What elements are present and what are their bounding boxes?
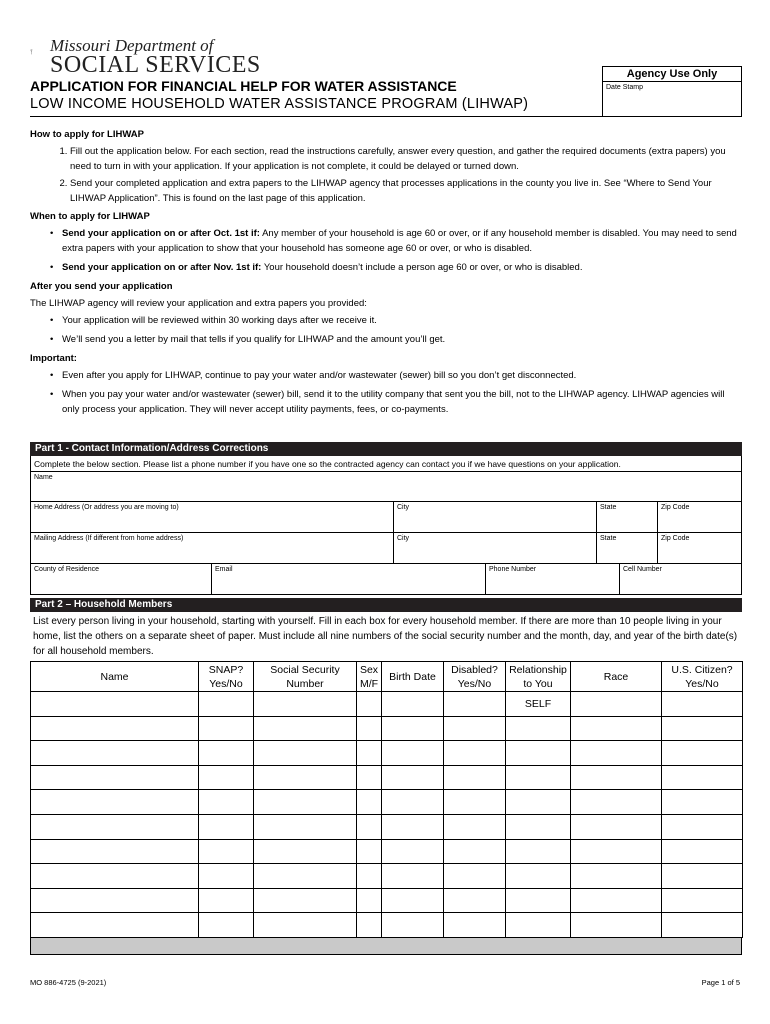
household-header-row: [31, 662, 743, 692]
cell-birth-date[interactable]: [382, 741, 444, 766]
cell-sex[interactable]: [357, 765, 382, 790]
after-item: • Your application will be reviewed within 30 working days after we receive it.: [62, 313, 742, 328]
cell-birth-date[interactable]: [382, 913, 444, 938]
cell-sex[interactable]: [357, 692, 382, 717]
email-label: Email: [215, 566, 233, 573]
name-row: [31, 472, 741, 502]
table-row: [31, 765, 743, 790]
cell-race[interactable]: [571, 913, 662, 938]
part2-heading: Part 2 – Household Members: [30, 598, 742, 612]
cell-relationship[interactable]: SELF: [506, 692, 571, 717]
cell-relationship[interactable]: [506, 913, 571, 938]
cell-sex[interactable]: [357, 814, 382, 839]
table-row: [31, 839, 743, 864]
important-item: • When you pay your water and/or wastewater (sewer) bill, send it to the utility company that sent you the bill, not to the LIHWAP agency. LIHWAP agencies will only process your application. They will never accept utility payments, fees, or co-payments.: [62, 387, 742, 417]
cell-race[interactable]: [571, 741, 662, 766]
part1-contact-section: [30, 442, 742, 595]
cell-name[interactable]: [31, 839, 199, 864]
cell-citizen[interactable]: [662, 839, 743, 864]
cell-disabled[interactable]: [444, 692, 506, 717]
phone-label: Phone Number: [489, 566, 537, 573]
cell-sex[interactable]: [357, 741, 382, 766]
after-item: • We’ll send you a letter by mail that tells if you qualify for LIHWAP and the amount you’ll get.: [62, 332, 742, 347]
cell-snap[interactable]: [199, 716, 254, 741]
cell-relationship[interactable]: [506, 765, 571, 790]
home-address-row: [31, 502, 741, 533]
when-list: [30, 226, 742, 275]
cell-citizen[interactable]: [662, 864, 743, 889]
agency-use-title: Agency Use Only: [603, 67, 741, 82]
cell-name[interactable]: [31, 692, 199, 717]
cell-name[interactable]: [31, 913, 199, 938]
city-label: City: [397, 535, 410, 542]
cell-relationship[interactable]: [506, 864, 571, 889]
logo-department-text: Missouri Department of: [50, 36, 214, 55]
table-row: [31, 814, 743, 839]
cell-relationship[interactable]: [506, 814, 571, 839]
cell-sex[interactable]: [357, 913, 382, 938]
cell-ssn[interactable]: [254, 864, 357, 889]
cell-citizen[interactable]: [662, 790, 743, 815]
cell-field[interactable]: [620, 564, 741, 594]
cell-race[interactable]: [571, 839, 662, 864]
cell-disabled[interactable]: [444, 864, 506, 889]
cell-snap[interactable]: [199, 765, 254, 790]
cell-citizen[interactable]: [662, 692, 743, 717]
state-label: State: [600, 504, 617, 511]
instructions: [30, 124, 742, 421]
cell-sex[interactable]: [357, 716, 382, 741]
cell-name[interactable]: [31, 765, 199, 790]
zip-label: Zip Code: [661, 535, 690, 542]
name-field[interactable]: [31, 472, 741, 501]
mailing-address-field[interactable]: [31, 533, 394, 563]
col-relationship: Relationship to You: [506, 662, 571, 692]
cell-snap[interactable]: [199, 913, 254, 938]
cell-relationship[interactable]: [506, 790, 571, 815]
cell-citizen[interactable]: [662, 913, 743, 938]
cell-ssn[interactable]: [254, 692, 357, 717]
cell-disabled[interactable]: [444, 913, 506, 938]
state-label: State: [600, 535, 617, 542]
cell-sex[interactable]: [357, 888, 382, 913]
cell-sex[interactable]: [357, 839, 382, 864]
county-label: County of Residence: [34, 566, 99, 573]
mailing-city-field[interactable]: [394, 533, 597, 563]
cell-name[interactable]: [31, 790, 199, 815]
cell-ssn[interactable]: [254, 716, 357, 741]
cell-ssn[interactable]: [254, 888, 357, 913]
how-item: 2. Send your completed application and extra papers to the LIHWAP agency that processes applications in the county you live in. See “Where to Send Your LIHWAP Application”. This is found on the last page of this application.: [70, 176, 742, 206]
cell-disabled[interactable]: [444, 814, 506, 839]
col-sex: Sex M/F: [357, 662, 382, 692]
cell-snap[interactable]: [199, 692, 254, 717]
cell-disabled[interactable]: [444, 888, 506, 913]
home-address-field[interactable]: [31, 502, 394, 532]
when-item-text: Any member of your household is age 60 or over, or if any household member is disabled. You may need to send extra papers with your application to show that your household has someone age 60 or over, or who is disabled.: [62, 228, 737, 254]
part2-note: List every person living in your household, starting with yourself. Fill in each box for every household member. If there are more than 10 people living in your home, list the others on a separate sheet of paper. Must include all nine numbers of the social security number and the month, day, and year of the birth date(s) for all household members.: [33, 616, 738, 657]
how-heading: How to apply for LIHWAP: [30, 129, 144, 140]
cell-disabled[interactable]: [444, 790, 506, 815]
cell-citizen[interactable]: [662, 716, 743, 741]
cell-citizen[interactable]: [662, 741, 743, 766]
table-row: [31, 716, 743, 741]
col-name: Name: [31, 662, 199, 692]
how-item: 1. Fill out the application below. For each section, read the instructions carefully, answer every question, and gather the required documents (extra papers) you need to turn in with your application. If your application is not complete, it could be delayed or turned down.: [70, 144, 742, 174]
cell-relationship[interactable]: [506, 839, 571, 864]
contact-row: [31, 564, 741, 595]
cell-birth-date[interactable]: [382, 839, 444, 864]
home-state-field[interactable]: [597, 502, 658, 532]
cell-race[interactable]: [571, 765, 662, 790]
cell-ssn[interactable]: [254, 790, 357, 815]
cell-snap[interactable]: [199, 790, 254, 815]
part1-heading: Part 1 - Contact Information/Address Corrections: [30, 442, 742, 456]
cell-sex[interactable]: [357, 864, 382, 889]
cell-birth-date[interactable]: [382, 790, 444, 815]
page-number: Page 1 of 5: [701, 978, 740, 987]
when-item-text: Your household doesn’t include a person age 60 or over, or who is disabled.: [261, 262, 583, 273]
mailing-address-label: Mailing Address (If different from home address): [34, 535, 184, 542]
part1-note: Complete the below section. Please list a phone number if you have one so the contracted agency can contact you if we have questions on your application.: [31, 456, 741, 472]
cell-race[interactable]: [571, 814, 662, 839]
home-address-label: Home Address (Or address you are moving to): [34, 504, 179, 511]
when-item-bold: Send your application on or after Nov. 1st if:: [62, 262, 262, 273]
important-heading: Important:: [30, 353, 77, 364]
table-row: [31, 913, 743, 938]
logo-social-services-text: SOCIAL SERVICES: [50, 52, 261, 78]
cell-disabled[interactable]: [444, 839, 506, 864]
cell-birth-date[interactable]: [382, 765, 444, 790]
cell-citizen[interactable]: [662, 888, 743, 913]
form-title: APPLICATION FOR FINANCIAL HELP FOR WATER ASSISTANCE: [30, 78, 457, 94]
home-city-field[interactable]: [394, 502, 597, 532]
cell-birth-date[interactable]: [382, 716, 444, 741]
important-item: • Even after you apply for LIHWAP, continue to pay your water and/or wastewater (sewer) bill so you don’t get disconnected.: [62, 368, 742, 383]
cell-birth-date[interactable]: [382, 864, 444, 889]
col-race: Race: [571, 662, 662, 692]
table-row: [31, 790, 743, 815]
form-subtitle: LOW INCOME HOUSEHOLD WATER ASSISTANCE PROGRAM (LIHWAP): [30, 96, 529, 112]
col-disabled: Disabled? Yes/No: [444, 662, 506, 692]
cell-race[interactable]: [571, 716, 662, 741]
date-stamp-label: Date Stamp: [606, 84, 643, 91]
agency-use-box: [602, 66, 742, 117]
when-item: [62, 260, 742, 275]
cell-race[interactable]: [571, 864, 662, 889]
cell-name[interactable]: [31, 814, 199, 839]
cell-name[interactable]: [31, 888, 199, 913]
table-row: [31, 692, 743, 717]
phone-field[interactable]: [486, 564, 620, 594]
cell-snap[interactable]: [199, 864, 254, 889]
name-label: Name: [34, 474, 53, 481]
col-snap: SNAP? Yes/No: [199, 662, 254, 692]
cell-citizen[interactable]: [662, 765, 743, 790]
after-list: [30, 313, 742, 347]
cell-relationship[interactable]: [506, 741, 571, 766]
table-row: [31, 888, 743, 913]
household-body: [31, 692, 743, 938]
cell-ssn[interactable]: [254, 765, 357, 790]
cell-ssn[interactable]: [254, 913, 357, 938]
cell-birth-date[interactable]: [382, 888, 444, 913]
cell-snap[interactable]: [199, 888, 254, 913]
cell-relationship[interactable]: [506, 888, 571, 913]
when-heading: When to apply for LIHWAP: [30, 211, 150, 222]
cell-snap[interactable]: [199, 741, 254, 766]
county-field[interactable]: [31, 564, 212, 594]
after-heading: After you send your application: [30, 281, 173, 292]
zip-label: Zip Code: [661, 504, 690, 511]
after-intro: The LIHWAP agency will review your application and extra papers you provided:: [30, 298, 367, 309]
how-list: [30, 144, 742, 206]
cell-citizen[interactable]: [662, 814, 743, 839]
mailing-zip-field[interactable]: [658, 533, 741, 563]
cell-race[interactable]: [571, 790, 662, 815]
mailing-state-field[interactable]: [597, 533, 658, 563]
home-zip-field[interactable]: [658, 502, 741, 532]
cell-name[interactable]: [31, 741, 199, 766]
cell-name[interactable]: [31, 864, 199, 889]
cell-birth-date[interactable]: [382, 814, 444, 839]
cell-relationship[interactable]: [506, 716, 571, 741]
household-table: [30, 661, 743, 938]
important-list: [30, 368, 742, 417]
cell-ssn[interactable]: [254, 814, 357, 839]
form-number: MO 886-4725 (9-2021): [30, 978, 107, 987]
cell-disabled[interactable]: [444, 765, 506, 790]
col-ssn: Social Security Number: [254, 662, 357, 692]
cell-snap[interactable]: [199, 814, 254, 839]
part2-household-section: [30, 598, 742, 955]
cell-birth-date[interactable]: [382, 692, 444, 717]
cell-ssn[interactable]: [254, 741, 357, 766]
cell-sex[interactable]: [357, 790, 382, 815]
mailing-address-row: [31, 533, 741, 564]
city-label: City: [397, 504, 410, 511]
table-row: [31, 864, 743, 889]
when-item: [62, 226, 742, 256]
table-footer-strip: [30, 938, 742, 955]
cell-disabled[interactable]: [444, 741, 506, 766]
cell-name[interactable]: [31, 716, 199, 741]
when-item-bold: Send your application on or after Oct. 1st if:: [62, 228, 260, 239]
table-row: [31, 741, 743, 766]
col-citizen: U.S. Citizen? Yes/No: [662, 662, 743, 692]
cell-label: Cell Number: [623, 566, 662, 573]
header-divider: [30, 116, 602, 117]
cell-snap[interactable]: [199, 839, 254, 864]
cell-race[interactable]: [571, 888, 662, 913]
cell-race[interactable]: [571, 692, 662, 717]
email-field[interactable]: [212, 564, 486, 594]
cell-disabled[interactable]: [444, 716, 506, 741]
col-birth-date: Birth Date: [382, 662, 444, 692]
cell-ssn[interactable]: [254, 839, 357, 864]
